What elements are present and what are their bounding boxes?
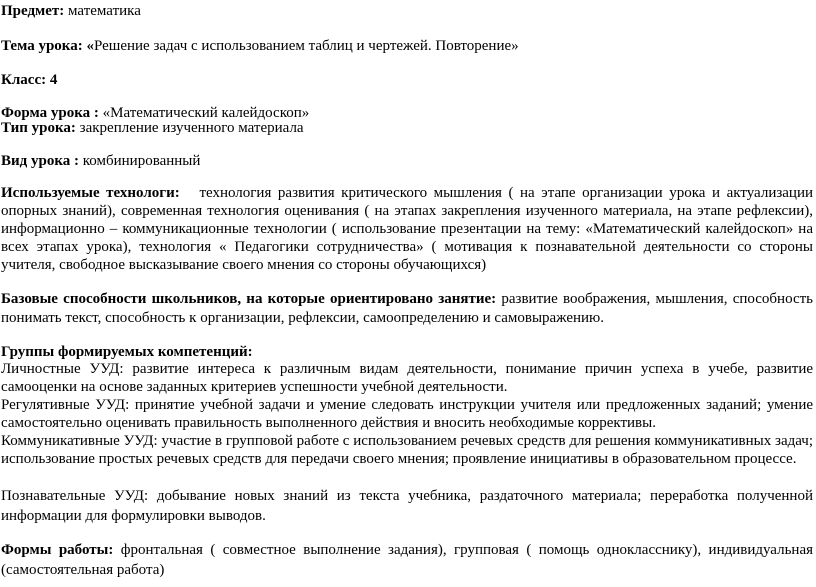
lesson-kind-label: Вид урока :	[1, 153, 79, 169]
subject-value: математика	[68, 3, 141, 19]
work-forms-paragraph	[1, 540, 813, 580]
subject-label: Предмет:	[1, 3, 65, 19]
lesson-form-value: «Математический калейдоскоп»	[102, 105, 310, 121]
communicative-uud-paragraph	[1, 432, 813, 468]
lesson-kind-value: комбинированный	[82, 153, 201, 169]
lesson-kind-line	[1, 152, 200, 170]
abilities-paragraph	[1, 290, 813, 328]
topic-line	[1, 37, 519, 55]
technologies-value: технология развития критического мышления ( на этапе организации урока и актуализации опорных знаний), современная технология оценивания ( на этапах закрепления изученного материала, на этапе рефлексии), информационно – коммуникационные технологии ( использование презентации на тему: «Математический калейдоскоп» на всех этапах урока), технология « Педагогики сотрудничества» ( мотивация к познавательной деятельности со стороны учителя, свободное высказывание своего мнения со стороны обучающихся)	[1, 185, 814, 273]
work-forms-label: Формы работы:	[1, 542, 114, 558]
competencies-title: Группы формируемых компетенций:	[1, 344, 253, 360]
regulatory-uud-paragraph	[1, 396, 813, 432]
personal-uud-paragraph	[1, 360, 813, 396]
topic-label: Тема урока: «	[1, 38, 94, 54]
grade-line	[1, 71, 57, 89]
lesson-type-value: закрепление изученного материала	[79, 120, 304, 136]
technologies-label: Используемые технологи:	[1, 185, 180, 201]
abilities-label: Базовые способности школьников, на которые ориентировано занятие:	[1, 291, 497, 307]
competencies-title-line	[1, 343, 253, 361]
lesson-form-label: Форма урока :	[1, 105, 99, 121]
communicative-uud-text: Коммуникативные УУД: участие в групповой работе с использованием речевых средств для решения коммуникативных задач; использование простых речевых средств для передачи своего мнения; проявление инициативы в образовательном процессе.	[1, 433, 813, 467]
work-forms-value: фронтальная ( совместное выполнение задания), групповая ( помощь однокласснику), индивидуальная (самостоятельная работа)	[1, 542, 813, 578]
subject-line	[1, 2, 141, 20]
regulatory-uud-text: Регулятивные УУД: принятие учебной задачи и умение следовать инструкции учителя или предложенных заданий; умение самостоятельно оценивать правильность выполненного действия и вносить необходимые коррективы.	[1, 397, 813, 431]
personal-uud-text: Личностные УУД: развитие интереса к различным видам деятельности, понимание причин успеха в учебе, развитие самооценки на основе заданных критериев успешности учебной деятельности.	[1, 361, 813, 395]
grade-label: Класс: 4	[1, 72, 58, 88]
technologies-paragraph	[1, 184, 813, 274]
abilities-value: развитие воображения, мышления, способность понимать текст, способность к организации, рефлексии, самоопределению и самовыражению.	[1, 291, 813, 326]
cognitive-uud-text: Познавательные УУД: добывание новых знаний из текста учебника, раздаточного материала; переработка полученной информации для формулировки выводов.	[1, 488, 813, 524]
topic-value: Решение задач с использованием таблиц и чертежей. Повторение»	[93, 38, 519, 54]
cognitive-uud-paragraph	[1, 486, 813, 526]
lesson-type-line	[1, 119, 304, 137]
lesson-type-label: Тип урока:	[1, 120, 76, 136]
